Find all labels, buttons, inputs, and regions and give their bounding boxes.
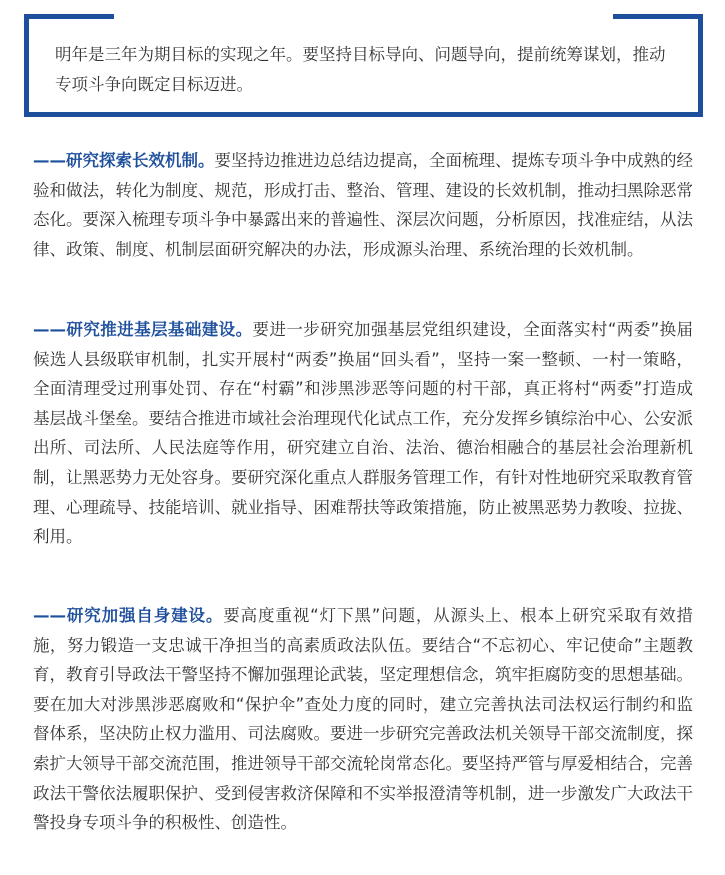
section-grassroots-construction bbox=[33, 315, 693, 552]
quote-box-top-right-border bbox=[613, 14, 703, 19]
section-heading: ——研究探索长效机制。 bbox=[33, 151, 215, 170]
quote-box bbox=[24, 14, 703, 117]
section-heading: ——研究推进基层基础建设。 bbox=[33, 320, 253, 339]
section-body: 要坚持边推进边总结边提高，全面梳理、提炼专项斗争中成熟的经验和做法，转化为制度、规范，形成打击、整治、管理、建设的长效机制，推动扫黑除恶常态化。要深入梳理专项斗争中暴露出来的普遍性、深层次问题，分析原因，找准症结，从法律、政策、制度、机制层面研究解决的办法，形成源头治理、系统治理的长效机制。 bbox=[33, 151, 693, 259]
section-body: 要高度重视“灯下黑”问题，从源头上、根本上研究采取有效措施，努力锻造一支忠诚干净担当的高素质政法队伍。要结合“不忘初心、牢记使命”主题教育，教育引导政法干警坚持不懈加强理论武装，坚定理想信念，筑牢拒腐防变的思想基础。要在加大对涉黑涉恶腐败和“保护伞”查处力度的同时，建立完善执法司法权运行制约和监督体系，坚决防止权力滥用、司法腐败。要进一步研究完善政法机关领导干部交流制度，探索扩大领导干部交流范围，推进领导干部交流轮岗常态化。要坚持严管与厚爱相结合，完善政法干警依法履职保护、受到侵害救济保障和不实举报澄清等机制，进一步激发广大政法干警投身专项斗争的积极性、创造性。 bbox=[33, 606, 693, 833]
quote-box-top-left-border bbox=[24, 14, 114, 19]
section-heading: ——研究加强自身建设。 bbox=[33, 606, 224, 625]
quote-text: 明年是三年为期目标的实现之年。要坚持目标导向、问题导向，提前统筹谋划，推动专项斗争向既定目标迈进。 bbox=[55, 45, 666, 94]
section-long-term-mechanism bbox=[33, 146, 693, 264]
section-body: 要进一步研究加强基层党组织建设，全面落实村“两委”换届候选人县级联审机制，扎实开展村“两委”换届“回头看”，坚持一案一整顿、一村一策略，全面清理受过刑事处罚、存在“村霸”和涉黑涉恶等问题的村干部，真正将村“两委”打造成基层战斗堡垒。要结合推进市域社会治理现代化试点工作，充分发挥乡镇综治中心、公安派出所、司法所、人民法庭等作用，研究建立自治、法治、德治相融合的基层社会治理新机制，让黑恶势力无处容身。要研究深化重点人群服务管理工作，有针对性地研究采取教育管理、心理疏导、技能培训、就业指导、困难帮扶等政策措施，防止被黑恶势力教唆、拉拢、利用。 bbox=[33, 320, 694, 547]
section-self-construction bbox=[33, 601, 693, 838]
